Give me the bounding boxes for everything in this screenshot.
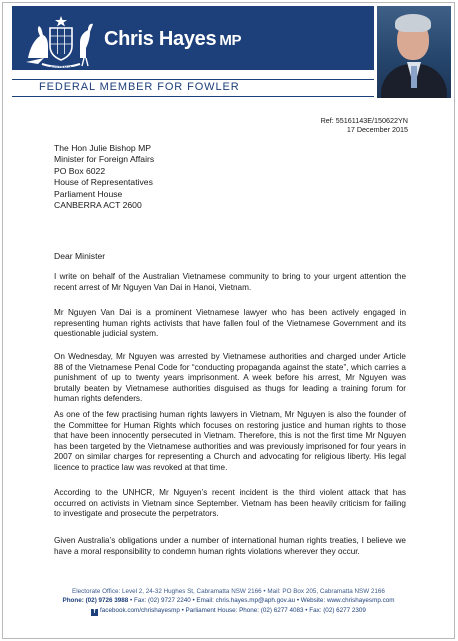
electorate-office-address: Electorate Office: Level 2, 24-32 Hughes St, Cabramatta NSW 2166 • Mail: PO Box 205, Cabramatta NSW 2166 [72,588,385,595]
member-name [104,28,241,51]
body-paragraph: I write on behalf of the Australian Vietnamese community to bring to your urgent attention the recent arrest of Mr Nguyen Van Dai in Hanoi, Vietnam. [54,272,406,292]
facebook-icon: f [91,609,98,616]
address-line: The Hon Julie Bishop MP [54,143,151,153]
letterhead-banner [12,6,374,70]
body-paragraph: As one of the few practising human rights lawyers in Vietnam, Mr Nguyen is also the founder of the Committee for Human Rights which focuses on restoring justice and human rights to those that have been innocently persecuted in Vietnam. Therefore, this is not the first time Mr Nguyen has been targeted by the Vietnamese authorities and was previously imprisoned for four years in 2007 on similar charges for representing a Church and advocating for religious liberty. His legal licence to practice law was revoked at that time. [54,410,406,472]
body-paragraph: According to the UNHCR, Mr Nguyen’s recent incident is the third violent attack that has occurred on activists in Vietnam since September. Vietnam has been heavily criticism for failing to investigate and prosecute the perpetrators. [54,488,406,519]
coat-of-arms-icon [24,14,98,70]
body-paragraph: Mr Nguyen Van Dai is a prominent Vietnamese lawyer who has been actively engaged in representing human rights activists that have fallen foul of the Vietnamese Government and its questionable judicial system. [54,308,406,339]
phone-label: Phone: (02) 9726 3988 [62,597,129,605]
member-suffix: MP [219,32,242,49]
member-electorate-title: FEDERAL MEMBER FOR FOWLER [39,81,240,93]
body-paragraph: Given Australia’s obligations under a number of international human rights treaties, I believe we have a moral responsibility to condemn human rights violations wherever they occur. [54,536,406,556]
address-line: House of Representatives [54,177,153,188]
facebook-and-parliament-text: facebook.com/chrishayesmp • Parliament House: Phone: (02) 6277 4083 • Fax: (02) 6277 2309 [100,606,366,614]
social-parliament-contact [3,606,454,616]
address-line: PO Box 6022 [54,165,106,176]
fax-email-website: • Fax: (02) 9727 2240 • Email: chris.hayes.mp@aph.gov.au • Website: www.chrishayesmp.com [128,597,395,605]
recipient-address [54,143,154,211]
reference-block [321,116,408,134]
salutation: Dear Minister [54,251,106,261]
address-line: Parliament House [54,188,123,199]
letter-footer [3,587,454,616]
contact-details [3,596,454,605]
letter-page [2,2,455,639]
divider [12,96,374,97]
member-portrait-photo [377,6,451,98]
svg-text:AUSTRALIA: AUSTRALIA [49,64,73,70]
address-line: Minister for Foreign Affairs [54,154,155,165]
address-line: CANBERRA ACT 2600 [54,200,142,211]
member-name-text: Chris Hayes [104,28,217,50]
reference-number: Ref: 55161143E/150622YN [320,116,408,125]
letter-date: 17 December 2015 [346,125,408,134]
body-paragraph: On Wednesday, Mr Nguyen was arrested by Vietnamese authorities and charged under Article 88 of the Vietnamese Penal Code for “conducting propaganda against the state”, which carries a punishment of up to twenty years imprisonment. A week before his arrest, Mr Nguyen was brutally beaten by Vietnamese authorities disguised as thugs for leading a training forum for human rights defenders. [54,352,406,404]
divider [12,79,374,80]
